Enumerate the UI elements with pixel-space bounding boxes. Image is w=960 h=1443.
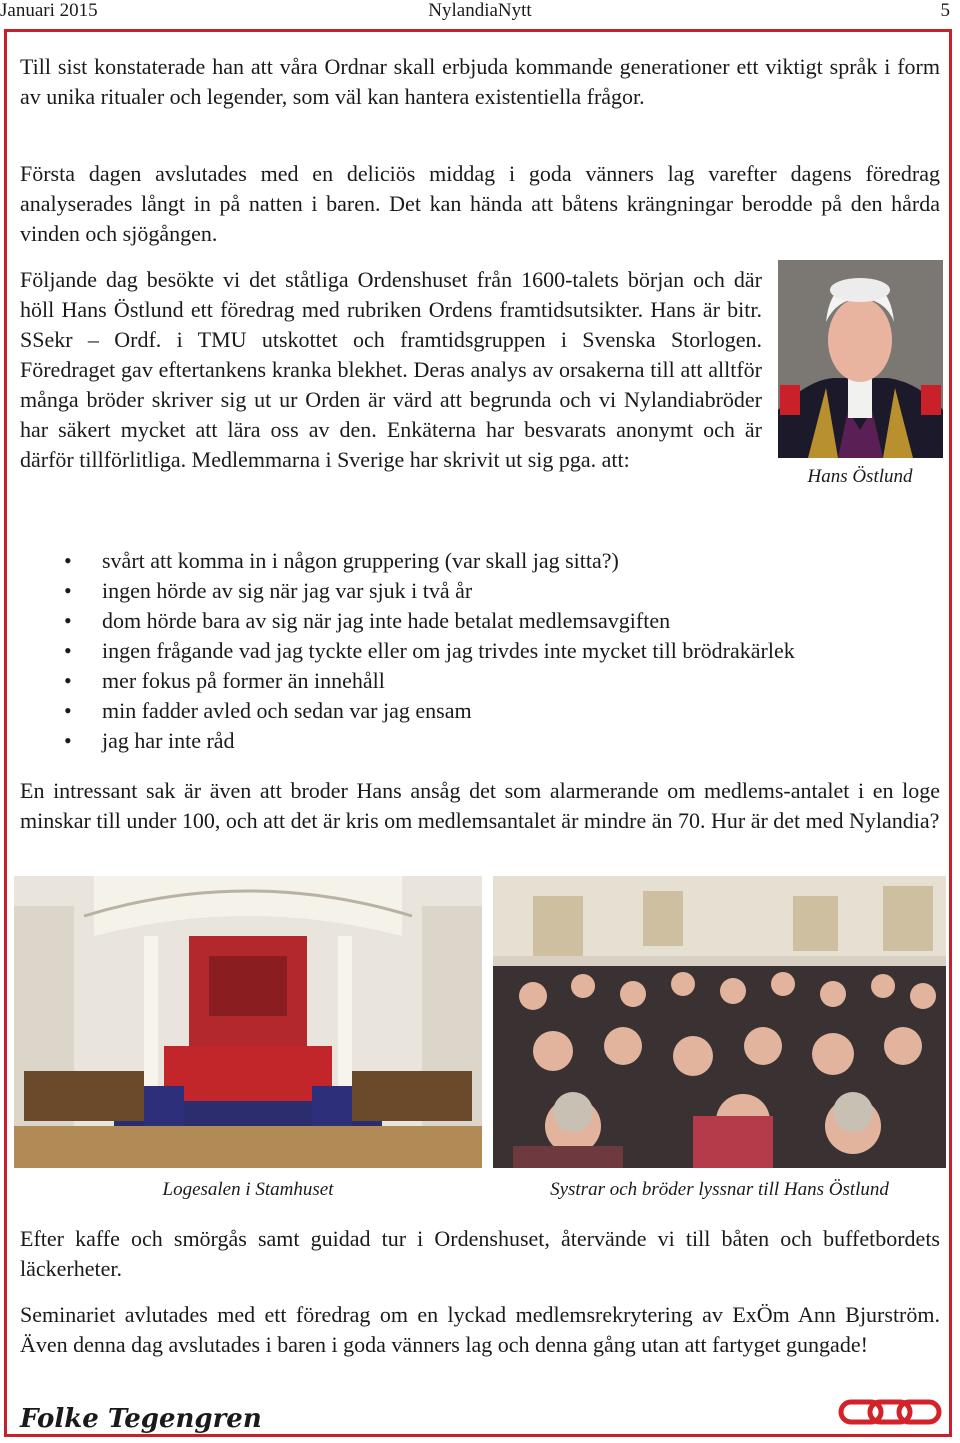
- bullet-icon: •: [64, 578, 72, 603]
- portrait-image: [778, 260, 943, 458]
- audience-image: [493, 876, 946, 1168]
- bullet-icon: •: [64, 608, 72, 633]
- bullet-icon: •: [64, 728, 72, 753]
- list-item: • ingen frågande vad jag tyckte eller om jag trivdes inte mycket till brödrakärlek: [20, 636, 940, 666]
- bullet-icon: •: [64, 698, 72, 723]
- hall-photo: [14, 876, 482, 1168]
- portrait-caption: Hans Östlund: [807, 466, 913, 487]
- list-item: • dom hörde bara av sig när jag inte hade betalat medlemsavgiften: [20, 606, 940, 636]
- list-item: • jag har inte råd: [20, 726, 940, 756]
- paragraph-3: Följande dag besökte vi det ståtliga Ordenshuset från 1600-talets början och där höll Hans Östlund ett föredrag med rubriken Ordens framtidsutsikter. Hans är bitr. SSekr – Ordf. i TMU utskottet och framtidsgruppen i Svenska Storlogen. Föredraget gav eftertankens kranka blekhet. Deras analys av orsakerna till att alltför många bröder skriver sig ut ur Orden är värd att begrunda och vi Nylandiabröder har säkert mycket att lära oss av den. Enkäterna har besvarats anonymt och är därför tillförlitliga. Medlemmarna i Sverige har skrivit ut sig pga. att:: [20, 267, 762, 472]
- hall-caption: Logesalen i Stamhuset: [162, 1179, 334, 1200]
- audience-caption: Systrar och bröder lyssnar till Hans Östlund: [550, 1179, 889, 1200]
- page-header: [0, 0, 960, 26]
- hall-image: [14, 876, 482, 1168]
- paragraph-6: Seminariet avlutades med ett föredrag om en lyckad medlemsrekrytering av ExÖm Ann Bjurström. Även denna dag avslutades i baren i goda vänners lag och denna gång utan att fartyget gungade!: [20, 1302, 940, 1357]
- list-item: • min fadder avled och sedan var jag ensam: [20, 696, 940, 726]
- reasons-list: [20, 546, 940, 756]
- portrait-photo: [778, 260, 943, 458]
- bullet-icon: •: [64, 548, 72, 573]
- page-number: 5: [940, 0, 950, 21]
- issue-date: Januari 2015: [0, 0, 98, 21]
- paragraph-5: Efter kaffe och smörgås samt guidad tur i Ordenshuset, återvände vi till båten och buffetbordets läckerheter.: [20, 1226, 940, 1281]
- paragraph-4: En intressant sak är även att broder Hans ansåg det som alarmerande om medlems-antalet i en loge minskar till under 100, och att det är kris om medlemsantalet är mindre än 70. Hur är det med Nylandia?: [20, 778, 940, 833]
- audience-photo: [493, 876, 946, 1168]
- bullet-icon: •: [64, 638, 72, 663]
- list-item: • ingen hörde av sig när jag var sjuk i två år: [20, 576, 940, 606]
- list-item: • mer fokus på former än innehåll: [20, 666, 940, 696]
- paragraph-1: Till sist konstaterade han att våra Ordnar skall erbjuda kommande generationer ett viktigt språk i form av unika ritualer och legender, som väl kan hantera existentiella frågor.: [20, 54, 940, 109]
- publication-title: NylandiaNytt: [428, 0, 532, 21]
- paragraph-2: Första dagen avslutades med en deliciös middag i goda vänners lag varefter dagens föredrag analyserades långt in på natten i baren. Det kan hända att båtens krängningar berodde på den hårda vinden och sjögången.: [20, 161, 940, 246]
- bullet-icon: •: [64, 668, 72, 693]
- list-item: • svårt att komma in i någon gruppering (var skall jag sitta?): [20, 546, 940, 576]
- chain-links-icon: [838, 1398, 942, 1426]
- author-signature: Folke Tegengren: [20, 1404, 262, 1434]
